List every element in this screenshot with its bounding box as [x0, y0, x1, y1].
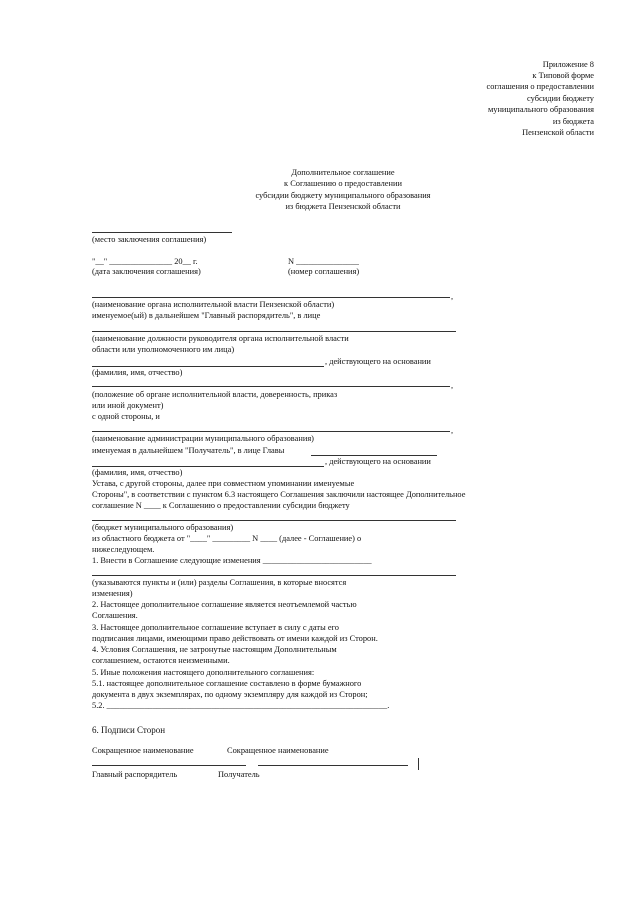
body-line: Стороны", в соответствии с пунктом 6.3 настоящего Соглашения заключили настоящее Дополнительное: [92, 490, 466, 499]
date-line: "__" _______________ 20__ г.: [92, 257, 198, 266]
caption-fio: (фамилия, имя, отчество): [92, 368, 183, 377]
number-caption: (номер соглашения): [288, 267, 360, 276]
clause-5-2: 5.2. ___________________________________________________________________.: [92, 701, 390, 710]
role-left: Главный распорядитель: [92, 770, 178, 779]
clause-5-1: 5.1. настоящее дополнительное соглашение составлено в форме бумажного: [92, 679, 362, 688]
signature-line-right: [258, 765, 408, 766]
clause-4: 4. Условия Соглашения, не затронутые настоящим Дополнительным: [92, 645, 337, 654]
title-line: к Соглашению о предоставлении: [284, 179, 402, 188]
caption-admin: (наименование администрации муниципального образования): [92, 434, 314, 443]
appendix-line: муниципального образования: [487, 105, 594, 114]
clause-1: 1. Внести в Соглашение следующие изменения __________________________: [92, 556, 372, 565]
appendix-line: к Типовой форме: [532, 71, 594, 80]
blank-line: [311, 455, 437, 456]
body-line: соглашение N ____ к Соглашению о предоставлении субсидии бюджету: [92, 501, 350, 510]
body-line: Устава, с другой стороны, далее при совместном упоминании именуемые: [92, 479, 355, 488]
clause-5: 5. Иные положения настоящего дополнительного соглашения:: [92, 668, 315, 677]
caption-budget: (бюджет муниципального образования): [92, 523, 234, 532]
body-line: нижеследующем.: [92, 545, 155, 554]
short-name-left: Сокращенное наименование: [92, 746, 194, 755]
blank-line: [92, 466, 324, 467]
appendix-line: соглашения о предоставлении: [486, 82, 594, 91]
signature-divider: [418, 758, 419, 770]
caption-organ: (наименование органа исполнительной власти Пензенской области): [92, 300, 335, 309]
caption-fio: (фамилия, имя, отчество): [92, 468, 183, 477]
body-line: именуемое(ый) в дальнейшем "Главный распорядитель", в лице: [92, 311, 321, 320]
appendix-line: из бюджета: [552, 117, 594, 126]
body-line: из областного бюджета от "____" _________ N ____ (далее - Соглашение) о: [92, 534, 362, 543]
clause-2: 2. Настоящее дополнительное соглашение является неотъемлемой частью: [92, 600, 357, 609]
signatures-heading: 6. Подписи Сторон: [92, 725, 166, 735]
date-caption: (дата заключения соглашения): [92, 267, 201, 276]
clause-3: подписания лицами, имеющими право действовать от имени каждой из Сторон.: [92, 634, 378, 643]
signature-line-left: [92, 765, 246, 766]
blank-line: [92, 366, 324, 367]
comma: ,: [451, 426, 454, 435]
clause-2: Соглашения.: [92, 611, 138, 620]
caption-items: (указываются пункты и (или) разделы Соглашения, в которые вносятся: [92, 578, 347, 587]
body-line: , действующего на основании: [325, 357, 431, 366]
blank-line: [92, 431, 450, 432]
number-line: N _______________: [288, 257, 359, 266]
blank-line: [92, 575, 456, 576]
caption-position: области или уполномоченного им лица): [92, 345, 235, 354]
place-underline: [92, 232, 232, 233]
comma: ,: [451, 381, 454, 390]
title-line: субсидии бюджету муниципального образования: [255, 191, 431, 200]
appendix-line: субсидии бюджету: [527, 94, 594, 103]
role-right: Получатель: [218, 770, 260, 779]
body-line: , действующего на основании: [325, 457, 431, 466]
caption-basis: (положение об органе исполнительной власти, доверенность, приказ: [92, 390, 338, 399]
caption-basis: или иной документ): [92, 401, 164, 410]
title-line: Дополнительное соглашение: [291, 168, 395, 177]
blank-line: [92, 520, 456, 521]
comma: ,: [451, 292, 454, 301]
body-line: с одной стороны, и: [92, 412, 160, 421]
body-line: именуемая в дальнейшем "Получатель", в лице Главы: [92, 446, 285, 455]
short-name-right: Сокращенное наименование: [227, 746, 329, 755]
blank-line: [92, 331, 456, 332]
blank-line: [92, 386, 450, 387]
caption-items: изменения): [92, 589, 133, 598]
appendix-line: Пензенской области: [522, 128, 594, 137]
blank-line: [92, 297, 450, 298]
clause-5-1: документа в двух экземплярах, по одному экземпляру для каждой из Сторон;: [92, 690, 368, 699]
place-caption: (место заключения соглашения): [92, 235, 207, 244]
title-line: из бюджета Пензенской области: [285, 202, 401, 211]
caption-position: (наименование должности руководителя органа исполнительной власти: [92, 334, 349, 343]
appendix-line: Приложение 8: [542, 60, 594, 69]
clause-3: 3. Настоящее дополнительное соглашение вступает в силу с даты его: [92, 623, 339, 632]
clause-4: соглашением, остаются неизменными.: [92, 656, 230, 665]
